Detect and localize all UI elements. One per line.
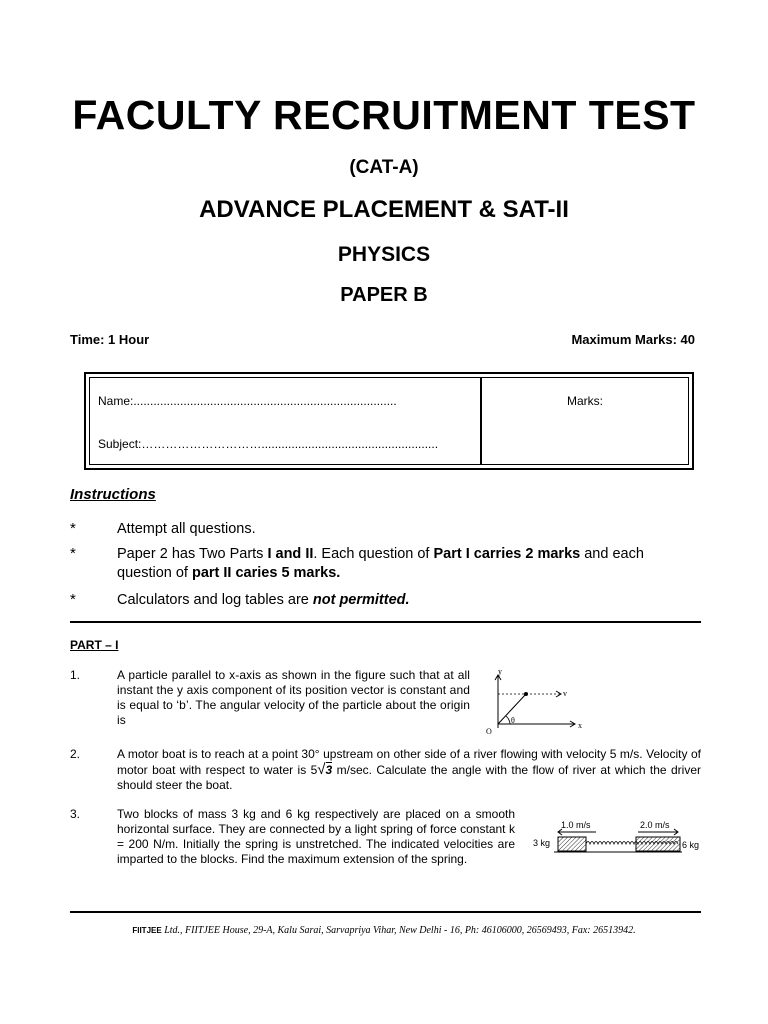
figure-spring-blocks [530, 815, 710, 870]
figure-label-x: x [578, 721, 582, 730]
bullet-symbol: * [70, 520, 76, 537]
figure-label-v: v [563, 689, 567, 698]
instruction-emphasis: part II caries 5 marks. [191, 565, 341, 581]
subject-title: PHYSICS [337, 243, 431, 266]
velocity-label-right: 2.0 m/s [640, 820, 670, 830]
question-text: A particle parallel to x-axis as shown in the figure such that at all instant the y axis component of its position vector is constant and is equal to ‘b’. The angular velocity of the particle about the origin is [117, 668, 470, 727]
name-field: Name:............................................................................... [98, 394, 397, 408]
instruction-emphasis: Part I carries 2 marks [433, 546, 581, 562]
candidate-info-box [84, 372, 694, 470]
question-text-part: m/sec. Calculate the angle with the flow of river at which the driver should steer the boat. [117, 763, 702, 792]
velocity-label-left: 1.0 m/s [561, 820, 591, 830]
part-heading: PART – I [70, 638, 119, 652]
question-number: 3. [70, 807, 81, 821]
mass-label-left: 3 kg [533, 838, 551, 848]
question-text [117, 747, 701, 793]
footer-divider [70, 911, 701, 913]
instruction-item: Attempt all questions. [117, 521, 256, 537]
figure-particle-motion [480, 666, 590, 738]
max-marks-label: Maximum Marks: 40 [571, 332, 695, 347]
time-label: Time: 1 Hour [70, 332, 150, 347]
paper-title: PAPER B [340, 284, 428, 306]
block-3kg [558, 837, 586, 851]
footer-logo: FIITJEE [132, 926, 162, 935]
question-number: 1. [70, 668, 81, 682]
program-title: ADVANCE PLACEMENT & SAT-II [199, 196, 569, 223]
footer-address: Ltd., FIITJEE House, 29-A, Kalu Sarai, Sarvapriya Vihar, New Delhi - 16, Ph: 46106000, 26569493, Fax: 26513942. [161, 925, 636, 936]
particle [524, 692, 528, 696]
info-box-divider [480, 378, 482, 464]
footer [0, 925, 768, 936]
figure-label-y: y [498, 667, 502, 676]
instruction-text: . Each question of [313, 546, 434, 562]
instructions-heading: Instructions [70, 486, 156, 503]
sqrt-symbol: √ [317, 761, 326, 778]
bullet-symbol: * [70, 591, 76, 608]
bullet-symbol: * [70, 545, 76, 562]
info-box-inner [89, 377, 689, 465]
instruction-text: and each question of [117, 546, 644, 581]
marks-field: Marks: [567, 394, 603, 408]
question-number: 2. [70, 747, 81, 761]
category-label: (CAT-A) [349, 157, 419, 178]
section-divider [70, 621, 701, 623]
instruction-item [117, 591, 702, 610]
radicand: 3 [325, 763, 333, 777]
question-text-part: A motor boat is to reach at a point 30° upstream on other side of a river flowing with velocity 5 m/s. Velocity of motor boat with respect to water is 5 [117, 747, 701, 777]
page-title: FACULTY RECRUITMENT TEST [72, 92, 696, 138]
instruction-emphasis: not permitted. [312, 592, 410, 608]
figure-label-theta: θ [511, 716, 515, 725]
mass-label-right: 6 kg [682, 840, 700, 850]
figure-label-origin: O [486, 727, 492, 736]
block-6kg [636, 837, 680, 851]
subject-field: Subject:…………………………..................................................... [98, 437, 439, 451]
instruction-item [117, 545, 702, 583]
angle-arc [506, 716, 510, 724]
instruction-emphasis: I and II [267, 546, 314, 562]
instruction-text: Paper 2 has Two Parts [117, 546, 268, 562]
instruction-text: Calculators and log tables are [117, 592, 313, 608]
question-text: Two blocks of mass 3 kg and 6 kg respectively are placed on a smooth horizontal surface. They are connected by a light spring of force constant k = 200 N/m. Initially the spring is unstretched. The indicated velocities are imparted to the blocks. Find the maximum extension of the spring. [117, 807, 515, 866]
